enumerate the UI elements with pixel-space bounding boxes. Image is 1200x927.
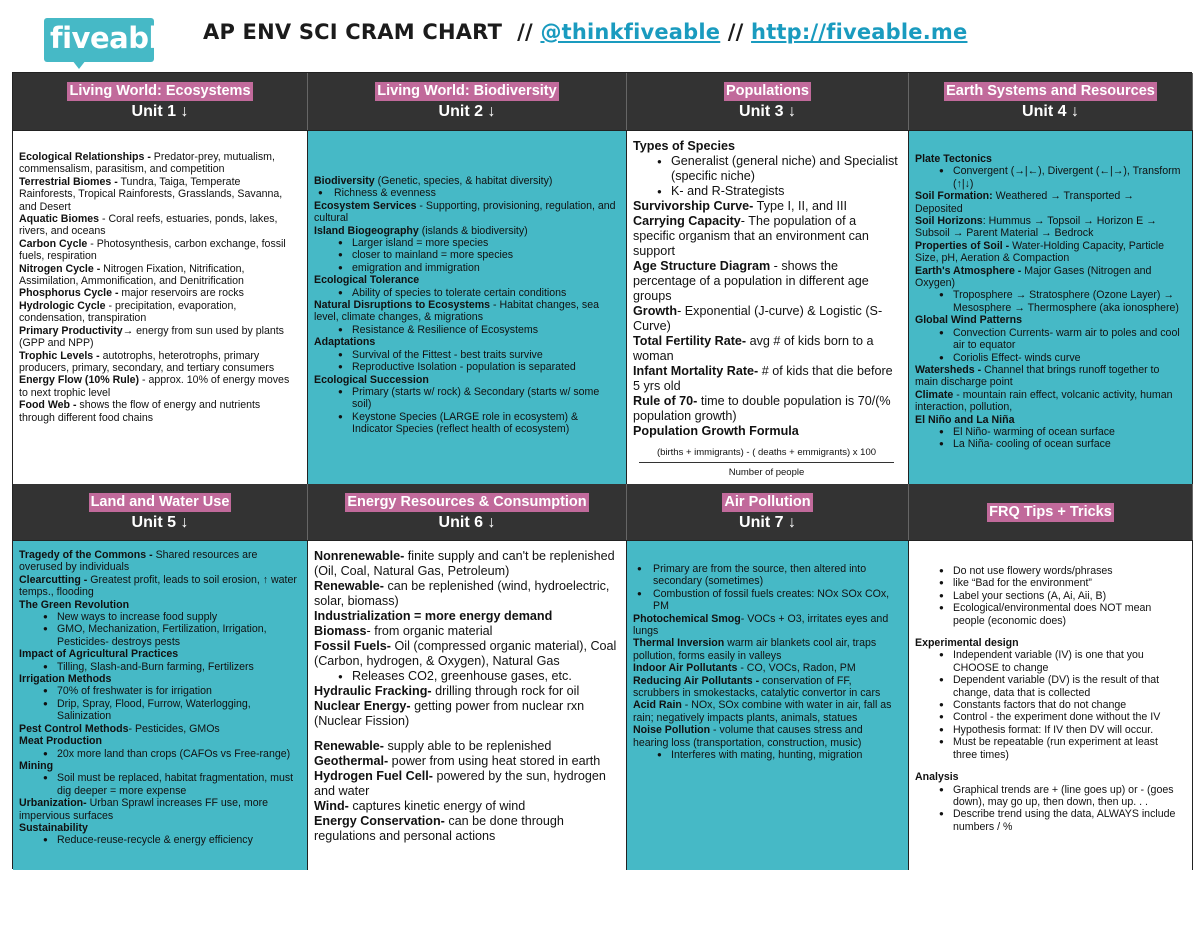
bullet-item: ● GMO, Mechanization, Fertilization, Irrigation, Pesticides- destroys pests [19,623,299,648]
unit-content [627,130,909,484]
topic-line [314,799,618,814]
unit-number: Unit 6 ↓ [438,514,496,531]
topic-term: Pest Control Methods [19,722,129,735]
topic-line [915,389,1184,414]
topic-term: Energy Flow (10% Rule) [19,374,140,387]
topic-description: - shows the percentage of a population in different age groups [633,259,869,303]
topic-line [915,153,1184,165]
topic-line [314,739,618,754]
topic-line [19,213,299,238]
bullet-item: ● Describe trend using the data, ALWAYS include numbers / % [915,808,1184,833]
topic-term: The Green Revolution [19,598,130,611]
topic-line [633,613,900,638]
topic-term: Photochemical Smog [633,612,741,625]
spacer [915,627,1184,637]
unit-content [909,130,1193,484]
topic-line [633,724,900,749]
bullet-item: ● Do not use flowery words/phrases [915,565,1184,577]
topic-description: : Hummus → Topsoil → Horizon E → Subsoil → Parent Material → Bedrock [915,215,1157,240]
unit-title: Energy Resources & Consumption [347,494,587,510]
bullet-item: ● Reduce-reuse-recycle & energy efficiency [19,834,299,846]
topic-term: Geothermal- [314,754,389,768]
topic-description: - Supporting, provisioning, regulation, and cultural [314,199,616,225]
topic-description: - precipitation, evaporation, condensation, transpiration [19,299,237,325]
bullet-item: ● Convergent (→|←), Divergent (←|→), Transform (↑|↓) [915,165,1184,190]
topic-term: Total Fertility Rate- [633,334,747,348]
topic-line [19,287,299,299]
topic-line [314,639,618,669]
topic-line [314,336,618,348]
topic-term: Carbon Cycle [19,237,88,250]
topic-description: - Pesticides, GMOs [128,722,220,735]
bullet-item: ● Richness & evenness [314,187,618,199]
topic-description: warm air blankets cool air, traps pollution, forms easily in valleys [633,637,877,662]
bullet-item: ● Independent variable (IV) is one that you CHOOSE to change [915,649,1184,674]
topic-line [915,314,1184,326]
unit-number: Unit 7 ↓ [739,514,796,531]
topic-line [314,200,618,225]
topic-line [19,673,299,685]
title-text: AP ENV SCI CRAM CHART [203,20,503,44]
unit-number: Unit 3 ↓ [739,103,796,120]
topic-line [314,609,618,624]
topic-term: Renewable- [314,579,384,593]
unit-content [909,540,1193,870]
formula-numerator: (births + immigrants) - ( deaths + emmigrants) x 100 [639,445,894,463]
topic-line [314,699,618,729]
topic-description: Nitrogen Fixation, Nitrification, Assimilation, Ammonification, and Denitrification [19,262,245,288]
topic-term: Indoor Air Pollutants [633,662,738,675]
topic-line [19,822,299,834]
topic-term: Thermal Inversion [633,637,725,650]
bullet-item: ● 20x more land than crops (CAFOs vs Free-range) [19,748,299,760]
unit-title: Earth Systems and Resources [946,83,1155,99]
topic-description: autotrophs, heterotrophs, primary producers, primary, secondary, and tertiary consumers [19,349,275,374]
topic-description: Urban Sprawl increases FF use, more impervious surfaces [19,797,269,822]
topic-term: Biodiversity [314,175,375,187]
bullet-item: ● K- and R-Strategists [633,184,900,199]
topic-description: - The population of a specific organism that an environment can support [633,214,869,258]
topic-term: Wind- [314,799,349,813]
topic-description: # of kids that die before 5 yrs old [633,364,893,393]
bullet-item: ● Control - the experiment done without the IV [915,711,1184,723]
topic-term: Ecological Relationships - [19,151,151,163]
topic-term: Plate Tectonics [915,153,992,165]
bullet-item: ● Constants factors that do not change [915,699,1184,711]
bullet-item: ● 70% of freshwater is for irrigation [19,685,299,697]
topic-term: Hydraulic Fracking- [314,684,432,698]
bullet-item: ● Generalist (general niche) and Specialist (specific niche) [633,154,900,184]
unit-header [13,484,308,540]
topic-line [915,414,1184,426]
topic-description: time to double population is 70/(% population growth) [633,394,891,423]
bullet-item: ● El Niño- warming of ocean surface [915,426,1184,438]
topic-line [633,304,900,334]
topic-description: power from using heat stored in earth [388,754,601,768]
topic-line [633,199,900,214]
topic-line [314,175,618,187]
unit-header [909,484,1193,540]
formula-denominator: Number of people [728,467,805,478]
bullet-item: ● like “Bad for the environment” [915,577,1184,589]
topic-term: Phosphorus Cycle - [19,287,119,300]
topic-term: Survivorship Curve- [633,199,754,213]
topic-term: El Niño and La Niña [915,413,1015,426]
topic-description: - Exponential (J-curve) & Logistic (S-Curve) [633,304,883,333]
topic-line [314,225,618,237]
topic-line [314,579,618,609]
topic-term: Terrestrial Biomes - [19,175,118,188]
topic-term: Meat Production [19,735,102,748]
topic-term: Trophic Levels - [19,349,100,362]
topic-line [915,240,1184,265]
website-link[interactable]: http://fiveable.me [751,20,968,44]
topic-term: Biomass [314,624,367,638]
topic-description: Type I, II, and III [753,199,847,213]
topic-description: getting power from nuclear rxn (Nuclear Fission) [314,699,585,728]
topic-description: supply able to be replenished [384,739,552,753]
topic-term: Nonrenewable- [314,549,405,563]
page-header [0,0,1200,70]
topic-line [633,259,900,304]
unit-number: Unit 5 ↓ [131,514,189,531]
topic-line [915,265,1184,290]
topic-line [19,151,299,176]
topic-line [915,364,1184,389]
title-sep-1: // [517,20,533,44]
topic-description: Water-Holding Capacity, Particle Size, pH, Aeration & Compaction [915,239,1165,265]
topic-description: (Genetic, species, & habitat diversity) [374,175,553,187]
bullet-item: ● New ways to increase food supply [19,611,299,623]
unit-title: Air Pollution [724,494,811,510]
topic-line [633,637,900,662]
topic-term: Renewable- [314,739,384,753]
topic-line [314,374,618,386]
topic-term: Types of Species [633,139,735,153]
topic-description: drilling through rock for oil [431,684,580,698]
topic-line [19,325,299,350]
topic-term: Natural Disruptions to Ecosystems [314,299,491,312]
topic-line [633,364,900,394]
topic-term: Impact of Agricultural Practices [19,648,179,661]
unit-title: Living World: Ecosystems [69,83,251,99]
bullet-item: ● Survival of the Fittest - best traits survive [314,349,618,361]
bullet-item: ● Interferes with mating, hunting, migration [633,749,900,761]
topic-term: Earth's Atmosphere - [915,264,1022,277]
topic-description: - from organic material [366,624,493,638]
topic-line [314,754,618,769]
topic-description: finite supply and can't be replenished (Oil, Coal, Natural Gas, Petroleum) [314,549,615,578]
topic-line [19,300,299,325]
topic-line [19,574,299,599]
topic-line [19,723,299,735]
unit-content [308,540,627,870]
topic-description: captures kinetic energy of wind [348,799,526,813]
fiveable-logo[interactable] [44,18,178,62]
topic-description: → energy from sun used by plants (GPP and NPP) [19,324,284,350]
topic-line [314,684,618,699]
bullet-item: ● Label your sections (A, Ai, Aii, B) [915,590,1184,602]
unit-title: Living World: Biodiversity [377,83,557,99]
bullet-item: ● Reproductive Isolation - population is separated [314,361,618,373]
topic-term: Reducing Air Pollutants - [633,674,760,687]
bullet-item: ● Hypothesis format: If IV then DV will occur. [915,724,1184,736]
bullet-item: ● La Niña- cooling of ocean surface [915,438,1184,450]
unit-header [308,73,627,130]
twitter-handle-link[interactable]: @thinkfiveable [540,20,721,44]
topic-term: Analysis [915,771,959,784]
unit-header [308,484,627,540]
topic-line [19,599,299,611]
bullet-item: ● Dependent variable (DV) is the result of that change, data that is collected [915,674,1184,699]
title-sep-2: // [727,20,744,44]
topic-term: Food Web - [19,399,77,412]
topic-term: Clearcutting - [19,573,88,586]
topic-term: Noise Pollution [633,724,711,737]
topic-description: Tundra, Taiga, Temperate Rainforests, Tropical Rainforests, Grasslands, Savanna, and Desert [19,175,283,213]
topic-description: Weathered → Transported → Deposited [915,190,1134,215]
bullet-item: ● Convection Currents- warm air to poles and cool air to equator [915,327,1184,352]
cram-chart-grid [12,72,1192,869]
topic-description: major reservoirs are rocks [118,287,244,300]
topic-line [915,637,1184,649]
topic-term: Global Wind Patterns [915,314,1023,327]
topic-line [314,814,618,844]
unit-content [308,130,627,484]
topic-description: - CO, VOCs, Radon, PM [737,662,856,675]
bullet-item: ● Tilling, Slash-and-Burn farming, Fertilizers [19,661,299,673]
topic-description: - volume that causes stress and hearing loss (transportation, construction, music) [633,724,863,749]
bullet-item: ● Ability of species to tolerate certain conditions [314,287,618,299]
spacer [314,729,618,739]
topic-description: Channel that brings runoff together to main discharge point [915,363,1160,389]
topic-description: - NOx, SOx combine with water in air, fall as rain; negatively impacts plants, animals, statues [633,699,892,724]
topic-description: - approx. 10% of energy moves to next trophic level [19,374,290,399]
topic-term: Carrying Capacity [633,214,741,228]
bullet-item: ● Keystone Species (LARGE role in ecosystem) & Indicator Species (reflect health of ecosystem) [314,411,618,436]
unit-number: Unit 4 ↓ [1022,103,1079,120]
topic-term: Hydrologic Cycle [19,299,106,312]
bullet-item: ● Larger island = more species [314,237,618,249]
topic-line [633,139,900,154]
topic-description: - Photosynthesis, carbon exchange, fossil fuels, respiration [19,237,286,263]
bullet-item: ● Combustion of fossil fuels creates: NOx SOx COx, PM [633,588,900,613]
logo-text: fiveable [50,21,178,55]
topic-term: Irrigation Methods [19,673,112,686]
unit-content [627,540,909,870]
topic-line [19,648,299,660]
topic-term: Tragedy of the Commons - [19,549,153,561]
topic-term: Ecological Succession [314,373,429,386]
topic-description: avg # of kids born to a woman [633,334,874,363]
topic-term: Aquatic Biomes [19,213,100,226]
bullet-item: ● emigration and immigration [314,262,618,274]
logo-speech-tail [72,60,86,69]
topic-term: Acid Rain [633,699,682,712]
topic-term: Urbanization- [19,797,87,810]
unit-content [13,130,308,484]
topic-term: Properties of Soil - [915,239,1010,252]
topic-line [19,399,299,424]
topic-line [633,699,900,724]
topic-term: Island Biogeography [314,224,419,237]
topic-line [19,735,299,747]
topic-description: Shared resources are overused by individuals [19,549,258,574]
topic-line [19,263,299,288]
bullet-item: ● Troposphere → Stratosphere (Ozone Layer) → Mesosphere → Thermosphere (aka ionosphere) [915,289,1184,314]
topic-description: powered by the sun, hydrogen and water [314,769,606,798]
unit-title: FRQ Tips + Tricks [989,504,1112,520]
topic-line [314,624,618,639]
topic-line [314,299,618,324]
topic-description: - VOCs + O3, irritates eyes and lungs [633,612,889,638]
topic-description: Major Gases (Nitrogen and Oxygen) [915,264,1152,290]
topic-line [633,394,900,424]
topic-term: Ecological Tolerance [314,274,420,287]
topic-description: - Coral reefs, estuaries, ponds, lakes, rivers, and oceans [19,213,278,238]
page-title [203,20,967,44]
topic-line [915,215,1184,240]
bullet-item: ● Soil must be replaced, habitat fragmentation, must dig deeper = more expense [19,772,299,797]
bullet-item: ● Releases CO2, greenhouse gases, etc. [314,669,618,684]
topic-line [19,238,299,263]
topic-description: can be done through regulations and personal actions [314,814,564,843]
topic-term: Industrialization = more energy demand [314,609,553,623]
topic-line [19,176,299,213]
topic-line [633,424,900,439]
topic-term: Ecosystem Services [314,199,417,212]
unit-header [627,484,909,540]
topic-term: Hydrogen Fuel Cell- [314,769,433,783]
unit-content [13,540,308,870]
topic-term: Growth [633,304,678,318]
topic-term: Infant Mortality Rate- [633,364,759,378]
topic-description: (islands & biodiversity) [418,224,528,237]
bullet-item: ● Primary (starts w/ rock) & Secondary (starts w/ some soil) [314,386,618,411]
topic-term: Experimental design [915,637,1019,650]
topic-term: Population Growth Formula [633,424,799,438]
topic-line [19,374,299,399]
unit-title: Land and Water Use [90,494,230,510]
topic-description: - Habitat changes, sea level, climate changes, & migrations [314,299,599,324]
topic-term: Adaptations [314,336,376,349]
bullet-item: ● Ecological/environmental does NOT mean people (economic does) [915,602,1184,627]
bullet-item: ● Coriolis Effect- winds curve [915,352,1184,364]
topic-line [314,549,618,579]
topic-term: Energy Conservation- [314,814,445,828]
topic-term: Climate [915,388,954,401]
topic-description: Predator-prey, mutualism, commensalism, parasitism, and competition [19,151,275,176]
topic-line [314,769,618,799]
bullet-item: ● Primary are from the source, then altered into secondary (sometimes) [633,563,900,588]
bullet-item: ● closer to mainland = more species [314,249,618,261]
topic-term: Nitrogen Cycle - [19,262,101,275]
topic-line [633,214,900,259]
topic-line [633,334,900,364]
topic-line [19,797,299,822]
bullet-item: ● Graphical trends are + (line goes up) or - (goes down), may go up, then down, then up. . . [915,784,1184,809]
topic-term: Mining [19,759,54,772]
bullet-item: ● Resistance & Resilience of Ecosystems [314,324,618,336]
topic-term: Sustainability [19,821,88,834]
topic-description: conservation of FF, scrubbers in smokestacks, catalytic convertor in cars [633,674,881,700]
topic-line [633,675,900,700]
spacer [915,761,1184,771]
unit-number: Unit 1 ↓ [131,103,189,120]
topic-term: Fossil Fuels- [314,639,391,653]
topic-description: Oil (compressed organic material), Coal (Carbon, hydrogen, & Oxygen), Natural Gas [314,639,617,668]
topic-line [19,350,299,375]
topic-line [314,274,618,286]
topic-description: - mountain rain effect, volcanic activity, human interaction, pollution, [915,388,1173,414]
topic-description: can be replenished (wind, hydroelectric, solar, biomass) [314,579,610,608]
bullet-item: ● Drip, Spray, Flood, Furrow, Waterlogging, Salinization [19,698,299,723]
topic-description: shows the flow of energy and nutrients through different food chains [19,399,261,424]
unit-header [909,73,1193,130]
topic-line [19,549,299,574]
topic-line [915,771,1184,783]
topic-term: Age Structure Diagram [633,259,771,273]
topic-term: Soil Horizons [915,215,983,228]
topic-line [633,662,900,674]
topic-term: Nuclear Energy- [314,699,411,713]
topic-term: Primary Productivity [19,324,123,337]
unit-number: Unit 2 ↓ [438,103,496,120]
topic-description: Greatest profit, leads to soil erosion, ↑ water temps., flooding [19,573,297,599]
topic-line [19,760,299,772]
topic-term: Watersheds - [915,363,982,376]
unit-header [627,73,909,130]
unit-title: Populations [726,83,809,99]
topic-line [915,190,1184,215]
topic-term: Soil Formation: [915,190,993,203]
unit-header [13,73,308,130]
bullet-item: ● Must be repeatable (run experiment at least three times) [915,736,1184,761]
topic-term: Rule of 70- [633,394,698,408]
